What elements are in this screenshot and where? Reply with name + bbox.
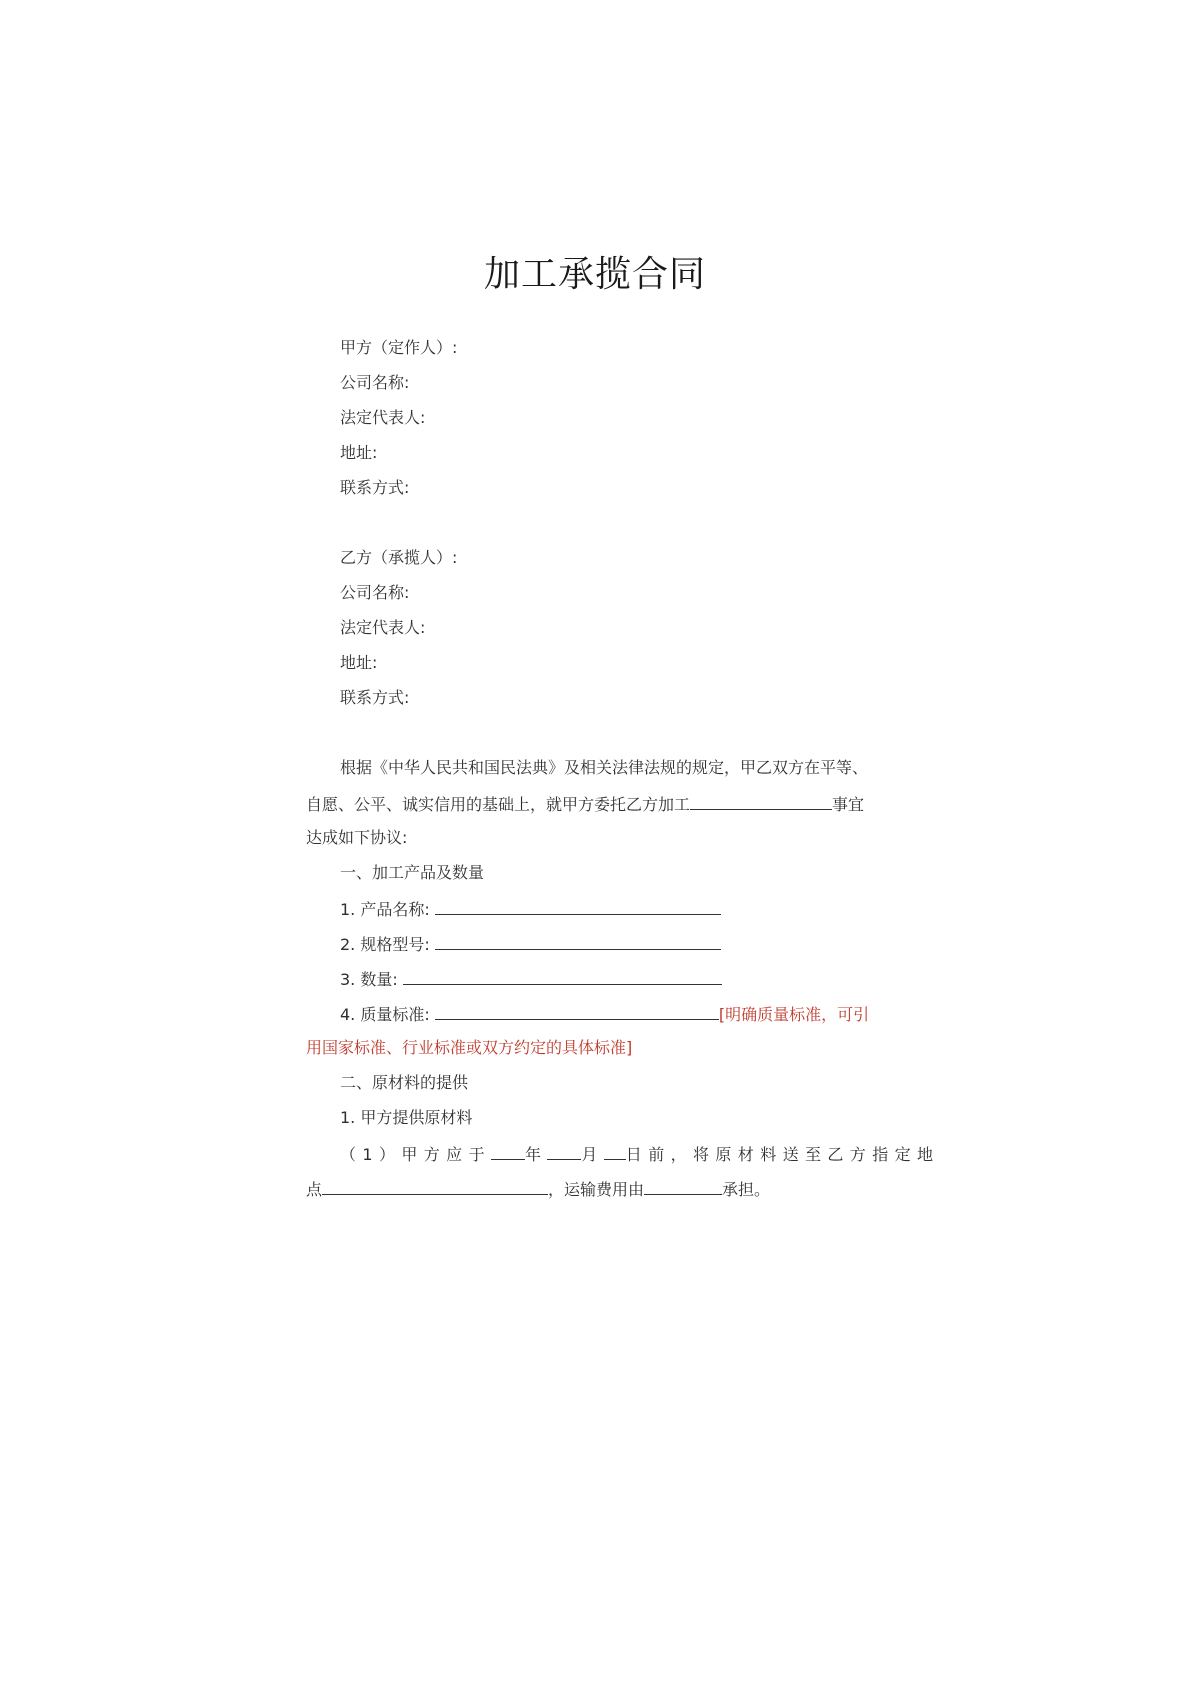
quality-standard-note-cont: 用国家标准、行业标准或双方约定的具体标准] xyxy=(306,1038,633,1057)
party-a-rep-label: 法定代表人: xyxy=(340,408,426,427)
clause-1-text: （1）甲方应于 xyxy=(340,1145,491,1164)
document-title: 加工承揽合同 xyxy=(483,254,706,295)
day-blank[interactable] xyxy=(604,1143,626,1160)
product-name-label: 1. 产品名称: xyxy=(340,900,430,919)
quality-standard-blank[interactable] xyxy=(435,1003,719,1020)
month-label: 月 xyxy=(581,1145,604,1164)
freight-text: ，运输费用由 xyxy=(548,1180,645,1199)
section-2-heading: 二、原材料的提供 xyxy=(340,1073,469,1092)
preamble-line-3: 达成如下协议: xyxy=(306,828,408,847)
year-label: 年 xyxy=(524,1145,548,1164)
preamble-line-1: 根据《中华人民共和国民法典》及相关法律法规的规定，甲乙双方在平等、 xyxy=(340,758,869,777)
quantity-blank[interactable] xyxy=(403,968,722,985)
location-blank[interactable] xyxy=(322,1178,548,1195)
party-b-contact-label: 联系方式: xyxy=(340,688,410,707)
quantity-label: 3. 数量: xyxy=(340,970,398,989)
bear-text: 承担。 xyxy=(722,1180,771,1199)
party-a-company-label: 公司名称: xyxy=(340,373,410,392)
party-b-heading: 乙方（承揽人）: xyxy=(340,548,458,567)
preamble-line-2-suffix: 事宜 xyxy=(832,795,865,814)
location-prefix: 点 xyxy=(306,1180,323,1199)
spec-model-label: 2. 规格型号: xyxy=(340,935,430,954)
section-1-heading: 一、加工产品及数量 xyxy=(340,863,485,882)
party-a-heading: 甲方（定作人）: xyxy=(340,338,458,357)
clause-1-rest: 日前，将原材料送至乙方指定地 xyxy=(625,1145,940,1164)
clause-1-line-1 xyxy=(340,1143,939,1165)
party-a-address-label: 地址: xyxy=(340,443,378,462)
party-a-contact-label: 联系方式: xyxy=(340,478,410,497)
preamble-line-2-text: 自愿、公平、诚实信用的基础上，就甲方委托乙方加工 xyxy=(306,795,691,814)
party-b-address-label: 地址: xyxy=(340,653,378,672)
product-name-row xyxy=(340,898,721,920)
party-b-rep-label: 法定代表人: xyxy=(340,618,426,637)
spec-model-row xyxy=(340,933,721,955)
quantity-row xyxy=(340,968,722,990)
year-blank[interactable] xyxy=(491,1143,525,1160)
processing-item-blank[interactable] xyxy=(690,793,832,810)
preamble-line-2 xyxy=(306,793,864,815)
quality-standard-note: [明确质量标准，可引 xyxy=(718,1005,870,1024)
quality-standard-label: 4. 质量标准: xyxy=(340,1005,430,1024)
product-name-blank[interactable] xyxy=(435,898,721,915)
clause-1-line-2 xyxy=(306,1178,770,1200)
section-2-sub-1: 1. 甲方提供原材料 xyxy=(340,1108,473,1127)
quality-standard-row xyxy=(340,1003,869,1025)
month-blank[interactable] xyxy=(547,1143,581,1160)
party-b-company-label: 公司名称: xyxy=(340,583,410,602)
freight-payer-blank[interactable] xyxy=(644,1178,722,1195)
spec-model-blank[interactable] xyxy=(435,933,721,950)
